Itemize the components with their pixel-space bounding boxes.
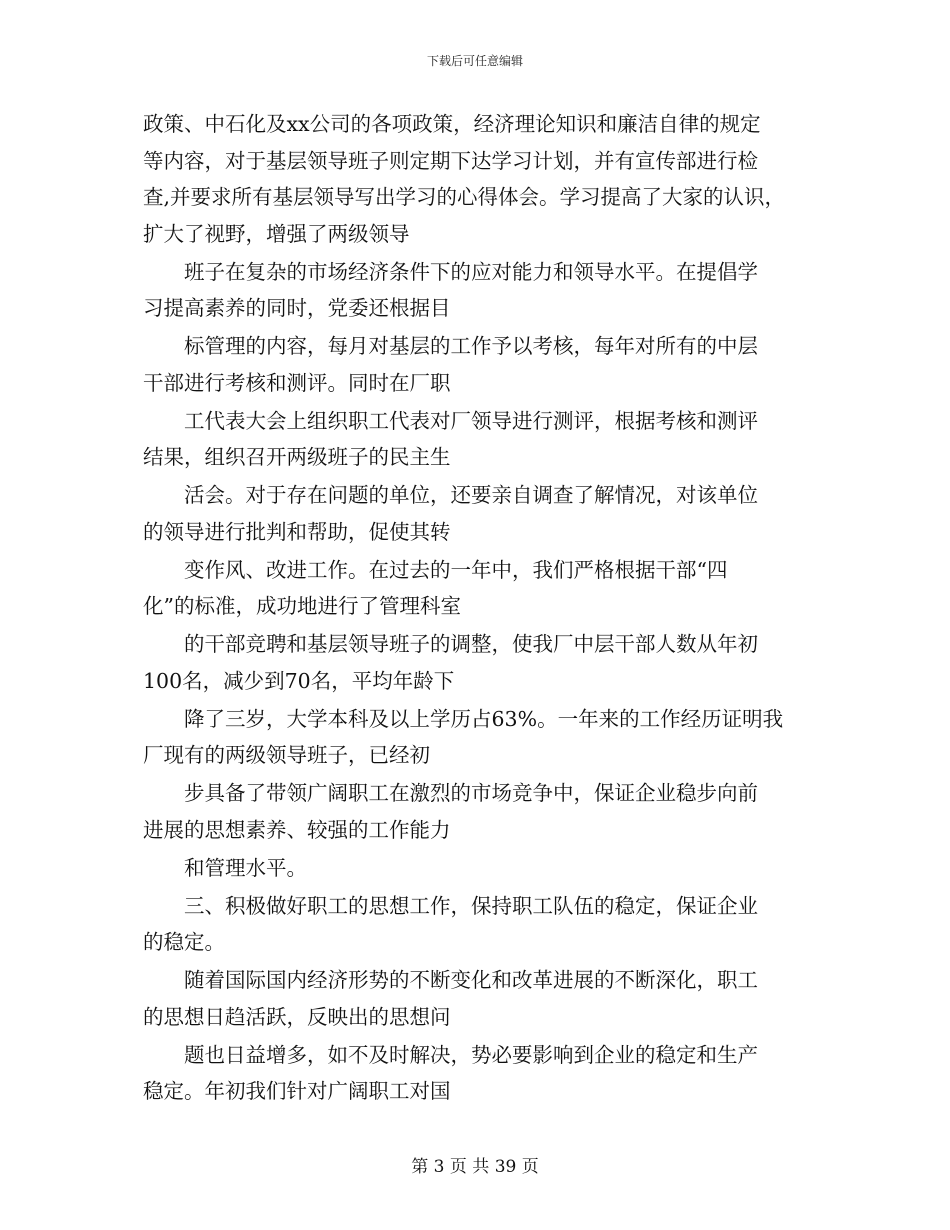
text-line: 随着国际国内经济形势的不断变化和改革进展的不断深化，职工 — [184, 968, 758, 992]
text-line: 活会。对于存在问题的单位，还要亲自调查了解情况，对该单位 — [184, 483, 758, 507]
text-line: 变作风、改进工作。在过去的一年中，我们严格根据干部“四 — [184, 557, 728, 582]
paragraph — [143, 477, 813, 550]
text-line: 稳定。年初我们针对广阔职工对国 — [143, 1079, 451, 1103]
text-line: 结果，组织召开两级班子的民主生 — [143, 445, 451, 469]
paragraph — [143, 701, 813, 774]
paragraph — [143, 328, 813, 401]
text-line: 和管理水平。 — [184, 855, 307, 880]
text-line: 厂现有的两级领导班子，已经初 — [143, 743, 430, 767]
paragraph — [143, 254, 813, 327]
paragraph — [143, 962, 813, 1035]
text-line: 题也日益增多，如不及时解决，势必要影响到企业的稳定和生产 — [184, 1042, 758, 1067]
text-line: 干部进行考核和测评。同时在厂职 — [143, 370, 451, 395]
text-line: 等内容，对于基层领导班子则定期下达学习计划，并有宣传部进行检 — [143, 148, 758, 173]
text-line: 习提高素养的同时，党委还根据目 — [143, 296, 451, 320]
paragraph — [143, 850, 813, 887]
header-note: 下载后可任意编辑 — [426, 54, 523, 68]
document-body — [143, 106, 813, 1111]
paragraph — [143, 403, 813, 476]
text-line: 政策、中石化及xx公司的各项政策，经济理论知识和廉洁自律的规定 — [143, 112, 761, 136]
text-line: 三、积极做好职工的思想工作，保持职工队伍的稳定，保证企业 — [184, 893, 758, 918]
text-line: 化”的标准，成功地进行了管理科室 — [143, 594, 461, 618]
text-line: 的稳定。 — [143, 930, 225, 954]
text-line: 工代表大会上组织职工代表对厂领导进行测评，根据考核和测评 — [184, 408, 758, 433]
paragraph — [143, 106, 813, 252]
text-line: 班子在复杂的市场经济条件下的应对能力和领导水平。在提倡学 — [184, 259, 758, 284]
paragraph — [143, 888, 813, 961]
paragraph — [143, 775, 813, 848]
text-line: 的干部竞聘和基层领导班子的调整，使我厂中层干部人数从年初 — [184, 632, 758, 656]
text-line: 步具备了带领广阔职工在激烈的市场竞争中，保证企业稳步向前 — [184, 781, 758, 805]
text-line: 扩大了视野，增强了两级领导 — [143, 221, 410, 246]
paragraph — [143, 626, 813, 699]
text-line: 100名，减少到70名，平均年龄下 — [143, 668, 455, 693]
text-line: 查,并要求所有基层领导写出学习的心得体会。学习提高了大家的认识， — [143, 185, 786, 209]
text-line: 的思想日趋活跃，反映出的思想问 — [143, 1004, 451, 1029]
text-line: 进展的思想素养、较强的工作能力 — [143, 817, 451, 842]
paragraph — [143, 1037, 813, 1110]
paragraph — [143, 552, 813, 625]
text-line: 标管理的内容，每月对基层的工作予以考核，每年对所有的中层 — [184, 334, 758, 358]
text-line: 的领导进行批判和帮助，促使其转 — [143, 519, 451, 544]
page-footer: 第 3 页 共 39 页 — [411, 1157, 539, 1177]
text-line: 降了三岁，大学本科及以上学历占63%。一年来的工作经历证明我 — [184, 706, 784, 731]
